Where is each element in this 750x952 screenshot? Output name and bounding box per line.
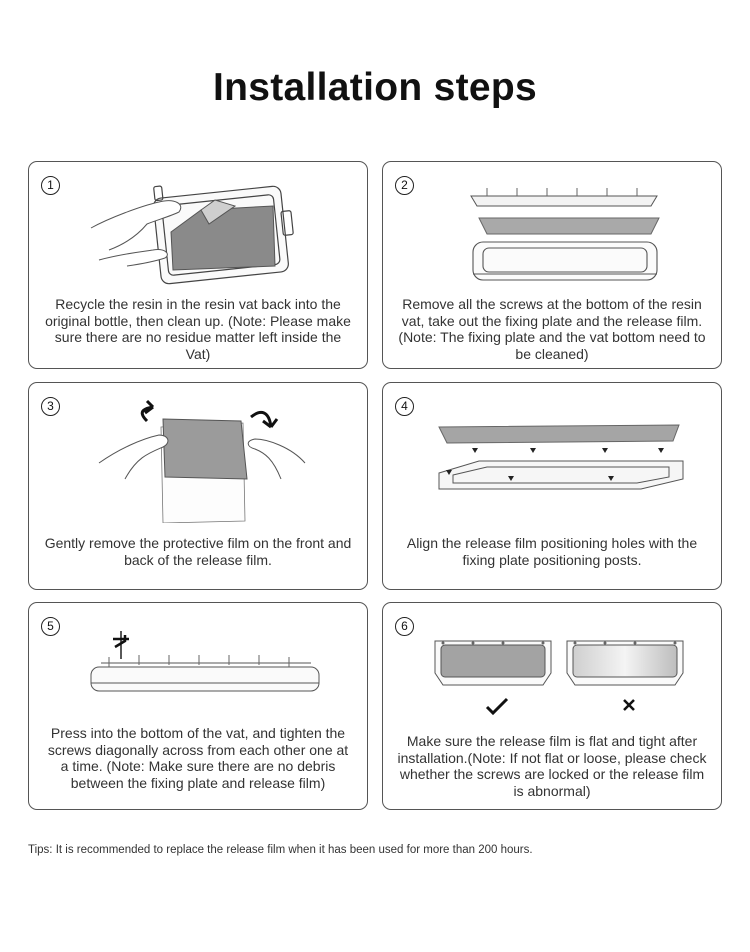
step-card-6 xyxy=(382,602,722,810)
step-number: 4 xyxy=(395,397,414,416)
step-card-4 xyxy=(382,382,722,590)
resin-vat-pour-illustration xyxy=(29,162,369,292)
step-number: 6 xyxy=(395,617,414,636)
peel-protective-film-illustration xyxy=(29,383,369,523)
step-description: Remove all the screws at the bottom of the resin vat, take out the fixing plate and the release film. (Note: The fixing plate and the vat bottom need to be cleaned) xyxy=(398,296,706,362)
step-number: 3 xyxy=(41,397,60,416)
release-film-result-illustration xyxy=(383,603,723,733)
vat-disassembly-illustration xyxy=(383,162,723,292)
page-title: Installation steps xyxy=(213,66,537,109)
check-icon xyxy=(487,699,507,713)
step-card-2 xyxy=(382,161,722,369)
tips-note: Tips: It is recommended to replace the release film when it has been used for more than 200 hours. xyxy=(28,844,533,856)
step-description: Gently remove the protective film on the front and back of the release film. xyxy=(44,535,352,568)
step-description: Align the release film positioning holes with the fixing plate positioning posts. xyxy=(406,535,698,568)
cross-icon xyxy=(624,700,634,710)
step-card-1 xyxy=(28,161,368,369)
step-card-5 xyxy=(28,602,368,810)
align-positioning-holes-illustration xyxy=(383,383,723,513)
step-description: Make sure the release film is flat and tight after installation.(Note: If not flat or loose, please check whether the screws are locked or the release film is abnormal) xyxy=(397,733,707,799)
step-number: 5 xyxy=(41,617,60,636)
step-number: 2 xyxy=(395,176,414,195)
step-description: Recycle the resin in the resin vat back into the original bottle, then clean up. (Note: Please make sure there are no residue matter left inside the Vat) xyxy=(45,296,351,362)
step-number: 1 xyxy=(41,176,60,195)
tighten-screws-illustration xyxy=(29,603,369,733)
step-card-3 xyxy=(28,382,368,590)
step-description: Press into the bottom of the vat, and tighten the screws diagonally across from each other one at a time. (Note: Make sure there are no debris between the fixing plate and release film) xyxy=(47,725,349,791)
